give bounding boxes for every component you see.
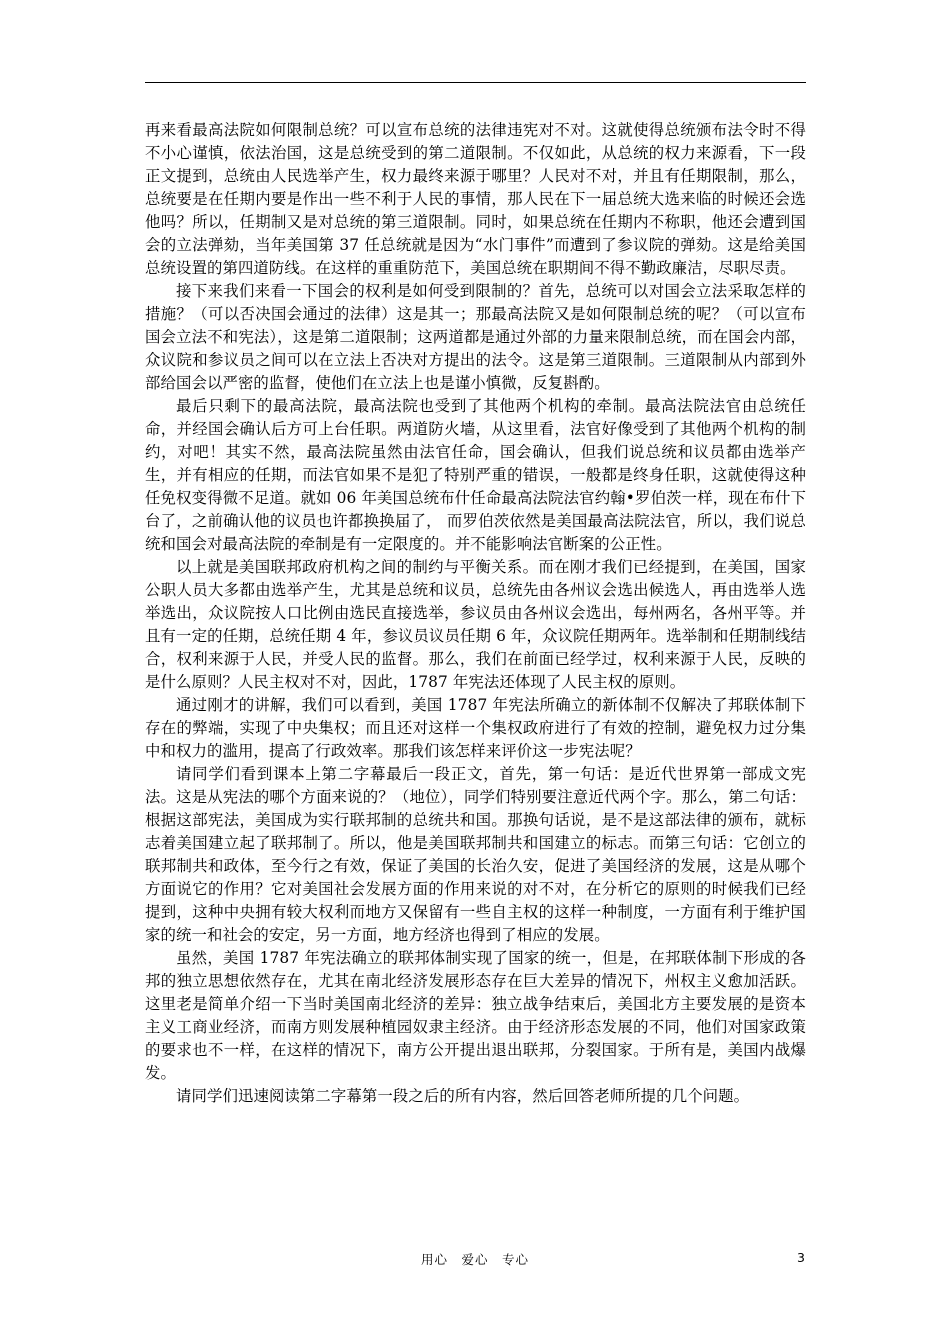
- paragraph-8: 请同学们迅速阅读第二字幕第一段之后的所有内容，然后回答老师所提的几个问题。: [176, 1087, 750, 1105]
- paragraph-2: 接下来我们来看一下国会的权利是如何受到限制的？首先，总统可以对国会立法采取怎样的措施？（可以否决国会通过的法律）这是其一；那最高法院又是如何限制总统的呢？（可以宣布国会立法不和宪法），这是第二道限制；这两道都是通过外部的力量来限制总统，而在国会内部，众议院和参议员之间可以在立法上否决对方提出的法令。这是第三道限制。三道限制从内部到外部给国会以严密的监督，使他们在立法上也是谨小慎微，反复斟酌。: [145, 282, 806, 392]
- paragraph-1: 再来看最高法院如何限制总统？可以宣布总统的法律违宪对不对。这就使得总统颁布法令时不得不小心谨慎，依法治国，这是总统受到的第二道限制。不仅如此，从总统的权力来源看，下一段正文提到，总统由人民选举产生，权力最终来源于哪里？人民对不对，并且有任期限制，那么，总统要是在任期内要是作出一些不利于人民的事情，那人民在下一届总统大选来临的时候还会选他吗？所以，任期制又是对总统的第三道限制。同时，如果总统在任期内不称职，他还会遭到国会的立法弹劾，当年美国第 37 任总统就是因为“水门事件”而遭到了参议院的弹劾。这是给美国总统设置的第四道防线。在这样的重重防范下，美国总统在职期间不得不勤政廉洁，尽职尽责。: [145, 121, 806, 277]
- header-rule: [145, 82, 806, 83]
- document-body: [145, 119, 806, 1108]
- paragraph-3: 最后只剩下的最高法院，最高法院也受到了其他两个机构的牵制。最高法院法官由总统任命，并经国会确认后方可上台任职。两道防火墙，从这里看，法官好像受到了其他两个机构的制约，对吧！其实不然，最高法院虽然由法官任命，国会确认，但我们说总统和议员都由选举产生，并有相应的任期，而法官如果不是犯了特别严重的错误，一般都是终身任职，这就使得这种任免权变得微不足道。就如 06 年美国总统布什任命最高法院法官约翰•罗伯茨一样，现在布什下台了，之前确认他的议员也许都换换届了， 而罗伯茨依然是美国最高法院法官，所以，我们说总统和国会对最高法院的牵制是有一定限度的。并不能影响法官断案的公正性。: [145, 397, 806, 553]
- paragraph-6: 请同学们看到课本上第二字幕最后一段正文，首先，第一句话：是近代世界第一部成文宪法。这是从宪法的哪个方面来说的？（地位），同学们特别要注意近代两个字。那么，第二句话：根据这部宪法，美国成为实行联邦制的总统共和国。那换句话说，是不是这部法律的颁布，就标志着美国建立起了联邦制了。所以，他是美国联邦制共和国建立的标志。而第三句话：它创立的联邦制共和政体，至今行之有效，保证了美国的长治久安，促进了美国经济的发展，这是从哪个方面说它的作用？它对美国社会发展方面的作用来说的对不对，在分析它的原则的时候我们已经提到，这种中央拥有较大权利而地方又保留有一些自主权的这样一种制度，一方面有利于维护国家的统一和社会的安定，另一方面，地方经济也得到了相应的发展。: [145, 765, 806, 944]
- paragraph-5: 通过刚才的讲解，我们可以看到，美国 1787 年宪法所确立的新体制不仅解决了邦联体制下存在的弊端，实现了中央集权；而且还对这样一个集权政府进行了有效的控制，避免权力过分集中和权力的滥用，提高了行政效率。那我们该怎样来评价这一步宪法呢？: [145, 696, 806, 760]
- footer-motto: 用心 爱心 专心: [420, 1252, 529, 1267]
- paragraph-7: 虽然，美国 1787 年宪法确立的联邦体制实现了国家的统一，但是，在邦联体制下形成的各邦的独立思想依然存在，尤其在南北经济发展形态存在巨大差异的情况下，州权主义愈加活跃。这里老是简单介绍一下当时美国南北经济的差异：独立战争结束后，美国北方主要发展的是资本主义工商业经济，而南方则发展种植园奴隶主经济。由于经济形态发展的不同，他们对国家政策的要求也不一样，在这样的情况下，南方公开提出退出联邦，分裂国家。于所有是，美国内战爆发。: [145, 949, 806, 1082]
- page-number: 3: [797, 1250, 805, 1265]
- page-footer: [0, 1250, 950, 1270]
- paragraph-4: 以上就是美国联邦政府机构之间的制约与平衡关系。而在刚才我们已经提到，在美国，国家公职人员大多都由选举产生，尤其是总统和议员，总统先由各州议会选出候选人，再由选举人选举选出，众议院按人口比例由选民直接选举，参议员由各州议会选出，每州两名，各州平等。并且有一定的任期，总统任期 4 年，参议员议员任期 6 年，众议院任期两年。选举制和任期制线结合，权利来源于人民，并受人民的监督。那么，我们在前面已经学过，权利来源于人民，反映的是什么原则？人民主权对不对，因此，1787 年宪法还体现了人民主权的原则。: [145, 558, 806, 691]
